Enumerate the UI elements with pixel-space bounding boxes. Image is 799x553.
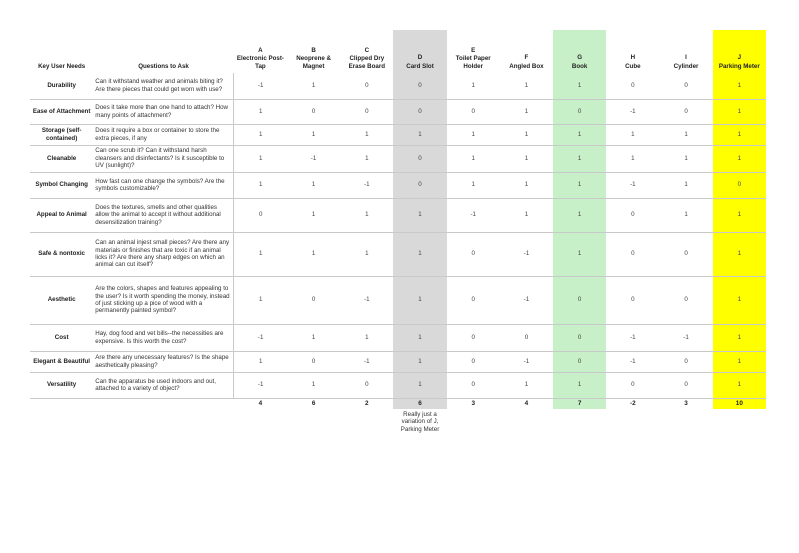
table-row bbox=[30, 198, 766, 232]
score-cell: 0 bbox=[447, 372, 500, 398]
note-spacer bbox=[713, 409, 766, 434]
header-option-c bbox=[340, 30, 393, 73]
total-cell: 7 bbox=[553, 398, 606, 409]
question-cell: Does it take more than one hand to attach? How many points of attachment? bbox=[93, 99, 234, 124]
note-spacer bbox=[659, 409, 712, 434]
table-row bbox=[30, 232, 766, 276]
option-name: Cube bbox=[625, 62, 641, 70]
header-option-e bbox=[447, 30, 500, 73]
score-cell: 1 bbox=[713, 145, 766, 172]
option-letter: C bbox=[364, 46, 370, 54]
table-row bbox=[30, 124, 766, 145]
user-need-cell: Aesthetic bbox=[30, 276, 93, 324]
score-cell: 1 bbox=[713, 276, 766, 324]
note-spacer bbox=[234, 409, 287, 434]
user-need-cell: Cleanable bbox=[30, 145, 93, 172]
score-cell: 0 bbox=[659, 232, 712, 276]
score-cell: -1 bbox=[500, 232, 553, 276]
question-cell: Can one scrub it? Can it withstand harsh cleansers and disinfectants? Is it susceptible to UV (sunlight)? bbox=[93, 145, 234, 172]
header-option-b bbox=[287, 30, 340, 73]
score-cell: 0 bbox=[553, 99, 606, 124]
score-cell: 1 bbox=[553, 198, 606, 232]
score-cell: 0 bbox=[553, 351, 606, 372]
option-name: Card Slot bbox=[406, 62, 434, 70]
option-name: Clipped Dry Erase Board bbox=[348, 55, 386, 70]
total-cell: 3 bbox=[447, 398, 500, 409]
score-cell: 1 bbox=[287, 324, 340, 351]
score-cell: 1 bbox=[287, 124, 340, 145]
question-cell: How fast can one change the symbols? Are the symbols customizable? bbox=[93, 172, 234, 198]
score-cell: -1 bbox=[500, 351, 553, 372]
total-cell: 4 bbox=[234, 398, 287, 409]
score-cell: 0 bbox=[234, 198, 287, 232]
note-spacer bbox=[30, 409, 93, 434]
score-cell: -1 bbox=[500, 276, 553, 324]
score-cell: 1 bbox=[713, 198, 766, 232]
question-cell: Are the colors, shapes and features appealing to the user? Is it worth spending the money, instead of just sticking up a pice of wood with a permanently painted symbol? bbox=[93, 276, 234, 324]
table-row bbox=[30, 351, 766, 372]
score-cell: 1 bbox=[234, 172, 287, 198]
score-cell: 0 bbox=[659, 276, 712, 324]
score-cell: 1 bbox=[659, 198, 712, 232]
totals-row bbox=[30, 398, 766, 409]
score-cell: 1 bbox=[553, 124, 606, 145]
score-cell: 1 bbox=[500, 172, 553, 198]
score-cell: 1 bbox=[553, 172, 606, 198]
score-cell: -1 bbox=[340, 172, 393, 198]
total-cell: 4 bbox=[500, 398, 553, 409]
score-cell: 1 bbox=[393, 351, 446, 372]
score-cell: 0 bbox=[606, 276, 659, 324]
score-cell: 1 bbox=[393, 324, 446, 351]
option-letter: H bbox=[630, 54, 636, 62]
option-name: Neoprene & Magnet bbox=[296, 55, 331, 70]
score-cell: 1 bbox=[713, 324, 766, 351]
option-letter: B bbox=[311, 46, 316, 54]
option-name: Toilet Paper Holder bbox=[455, 55, 491, 70]
table-row bbox=[30, 324, 766, 351]
score-cell: 0 bbox=[606, 232, 659, 276]
header-option-i bbox=[659, 30, 712, 73]
score-cell: 0 bbox=[606, 372, 659, 398]
score-cell: -1 bbox=[606, 324, 659, 351]
user-need-cell: Cost bbox=[30, 324, 93, 351]
option-letter: E bbox=[471, 46, 476, 54]
option-letter: D bbox=[417, 54, 423, 62]
option-letter: A bbox=[258, 46, 263, 54]
score-cell: 1 bbox=[393, 232, 446, 276]
total-cell: 3 bbox=[659, 398, 712, 409]
card-slot-note: Really just a variation of J, Parking Meter bbox=[400, 410, 440, 433]
option-letter: G bbox=[577, 54, 583, 62]
score-cell: 1 bbox=[447, 145, 500, 172]
user-need-cell: Versatility bbox=[30, 372, 93, 398]
score-cell: -1 bbox=[606, 351, 659, 372]
option-letter: F bbox=[524, 54, 529, 62]
note-spacer bbox=[606, 409, 659, 434]
score-cell: 0 bbox=[553, 276, 606, 324]
score-cell: -1 bbox=[606, 99, 659, 124]
note-spacer bbox=[340, 409, 393, 434]
total-cell: 6 bbox=[287, 398, 340, 409]
note-spacer bbox=[447, 409, 500, 434]
score-cell: 1 bbox=[287, 73, 340, 99]
score-cell: 1 bbox=[234, 276, 287, 324]
score-cell: 0 bbox=[659, 99, 712, 124]
score-cell: -1 bbox=[340, 351, 393, 372]
header-option-g bbox=[553, 30, 606, 73]
total-cell: -2 bbox=[606, 398, 659, 409]
score-cell: 1 bbox=[393, 372, 446, 398]
score-cell: 0 bbox=[340, 73, 393, 99]
table-row bbox=[30, 99, 766, 124]
score-cell: 0 bbox=[340, 99, 393, 124]
score-cell: 0 bbox=[606, 73, 659, 99]
score-cell: 0 bbox=[713, 172, 766, 198]
score-cell: 0 bbox=[447, 99, 500, 124]
score-cell: 0 bbox=[340, 372, 393, 398]
score-cell: 1 bbox=[659, 145, 712, 172]
score-cell: 1 bbox=[713, 232, 766, 276]
score-cell: 1 bbox=[500, 372, 553, 398]
note-spacer bbox=[500, 409, 553, 434]
user-need-cell: Elegant & Beautiful bbox=[30, 351, 93, 372]
header-option-h bbox=[606, 30, 659, 73]
header-key-user-needs: Key User Needs bbox=[38, 62, 86, 70]
score-cell: 0 bbox=[393, 73, 446, 99]
table-row bbox=[30, 372, 766, 398]
note-spacer bbox=[553, 409, 606, 434]
score-cell: 0 bbox=[393, 172, 446, 198]
question-cell: Can an animal injest small pieces? Are there any materials or finishes that are toxic if an animal licks it? Are there any sharp edges on which an animal can cut itself? bbox=[93, 232, 234, 276]
total-cell: 6 bbox=[393, 398, 446, 409]
option-name: Parking Meter bbox=[718, 62, 760, 70]
decision-matrix bbox=[30, 30, 766, 433]
score-cell: 0 bbox=[447, 351, 500, 372]
total-cell: 10 bbox=[713, 398, 766, 409]
score-cell: 0 bbox=[500, 324, 553, 351]
score-cell: 1 bbox=[287, 372, 340, 398]
table-row bbox=[30, 73, 766, 99]
note-spacer bbox=[93, 409, 234, 434]
score-cell: 1 bbox=[500, 99, 553, 124]
score-cell: 1 bbox=[713, 73, 766, 99]
user-need-cell: Ease of Attachment bbox=[30, 99, 93, 124]
option-letter: J bbox=[737, 54, 742, 62]
score-cell: 0 bbox=[447, 232, 500, 276]
total-cell: 2 bbox=[340, 398, 393, 409]
score-cell: 1 bbox=[500, 198, 553, 232]
score-cell: 1 bbox=[340, 145, 393, 172]
matrix-body bbox=[30, 73, 766, 433]
question-cell: Can the apparatus be used indoors and out, attached to a variety of object? bbox=[93, 372, 234, 398]
user-need-cell: Safe & nontoxic bbox=[30, 232, 93, 276]
score-cell: 0 bbox=[447, 324, 500, 351]
header-option-j bbox=[713, 30, 766, 73]
score-cell: 1 bbox=[447, 73, 500, 99]
score-cell: 1 bbox=[287, 232, 340, 276]
user-need-cell: Durability bbox=[30, 73, 93, 99]
score-cell: 1 bbox=[287, 172, 340, 198]
score-cell: 1 bbox=[234, 351, 287, 372]
user-need-cell: Symbol Changing bbox=[30, 172, 93, 198]
score-cell: 0 bbox=[287, 351, 340, 372]
table-row bbox=[30, 145, 766, 172]
totals-spacer bbox=[93, 398, 234, 409]
score-cell: 0 bbox=[287, 276, 340, 324]
score-cell: 0 bbox=[393, 99, 446, 124]
score-cell: 1 bbox=[606, 145, 659, 172]
score-cell: 0 bbox=[553, 324, 606, 351]
score-cell: 1 bbox=[659, 124, 712, 145]
score-cell: 0 bbox=[393, 145, 446, 172]
score-cell: 1 bbox=[234, 99, 287, 124]
score-cell: -1 bbox=[606, 172, 659, 198]
score-cell: 1 bbox=[553, 232, 606, 276]
header-option-a bbox=[234, 30, 287, 73]
score-cell: 0 bbox=[287, 99, 340, 124]
option-name: Book bbox=[571, 62, 588, 70]
option-name: Cylinder bbox=[673, 62, 699, 70]
score-cell: 1 bbox=[234, 145, 287, 172]
table-row bbox=[30, 172, 766, 198]
score-cell: 1 bbox=[553, 372, 606, 398]
score-cell: 1 bbox=[553, 73, 606, 99]
option-name: Angled Box bbox=[509, 62, 544, 70]
score-cell: 1 bbox=[659, 172, 712, 198]
score-cell: 1 bbox=[500, 73, 553, 99]
note-spacer bbox=[287, 409, 340, 434]
score-cell: 1 bbox=[713, 99, 766, 124]
score-cell: -1 bbox=[659, 324, 712, 351]
score-cell: -1 bbox=[234, 73, 287, 99]
score-cell: 1 bbox=[713, 124, 766, 145]
score-cell: 1 bbox=[393, 276, 446, 324]
option-name: Electronic Post-Tap bbox=[236, 55, 284, 70]
question-cell: Does it require a box or container to store the extra pieces, if any bbox=[93, 124, 234, 145]
score-cell: 1 bbox=[340, 232, 393, 276]
score-cell: 1 bbox=[713, 372, 766, 398]
header-option-d bbox=[393, 30, 446, 73]
note-row bbox=[30, 409, 766, 434]
score-cell: 1 bbox=[340, 124, 393, 145]
score-cell: 0 bbox=[659, 372, 712, 398]
score-cell: 1 bbox=[287, 198, 340, 232]
header-option-f bbox=[500, 30, 553, 73]
question-cell: Are there any unecessary features? Is the shape aesthetically pleasing? bbox=[93, 351, 234, 372]
question-cell: Hay, dog food and vet bills--the necessities are expensive. Is this worth the cost? bbox=[93, 324, 234, 351]
score-cell: -1 bbox=[234, 324, 287, 351]
score-cell: 1 bbox=[234, 124, 287, 145]
score-cell: 1 bbox=[340, 198, 393, 232]
score-cell: 1 bbox=[606, 124, 659, 145]
matrix-header bbox=[30, 30, 766, 73]
score-cell: 0 bbox=[659, 351, 712, 372]
user-need-cell: Storage (self-contained) bbox=[30, 124, 93, 145]
score-cell: 0 bbox=[659, 73, 712, 99]
score-cell: -1 bbox=[234, 372, 287, 398]
option-letter: I bbox=[685, 54, 687, 62]
score-cell: 1 bbox=[447, 124, 500, 145]
header-questions-to-ask: Questions to Ask bbox=[138, 62, 189, 70]
table-row bbox=[30, 276, 766, 324]
score-cell: 1 bbox=[500, 145, 553, 172]
score-cell: 0 bbox=[606, 198, 659, 232]
question-cell: Can it withstand weather and animals biting it? Are there pieces that could get worn with use? bbox=[93, 73, 234, 99]
score-cell: -1 bbox=[447, 198, 500, 232]
score-cell: 1 bbox=[393, 124, 446, 145]
score-cell: 1 bbox=[447, 172, 500, 198]
score-cell: -1 bbox=[340, 276, 393, 324]
score-cell: 1 bbox=[393, 198, 446, 232]
score-cell: 1 bbox=[500, 124, 553, 145]
totals-spacer bbox=[30, 398, 93, 409]
score-cell: -1 bbox=[287, 145, 340, 172]
score-cell: 1 bbox=[234, 232, 287, 276]
score-cell: 0 bbox=[447, 276, 500, 324]
score-cell: 1 bbox=[340, 324, 393, 351]
user-need-cell: Appeal to Animal bbox=[30, 198, 93, 232]
score-cell: 1 bbox=[713, 351, 766, 372]
score-cell: 1 bbox=[553, 145, 606, 172]
question-cell: Does the textures, smells and other qualities allow the animal to accept it without additional desensitization training? bbox=[93, 198, 234, 232]
